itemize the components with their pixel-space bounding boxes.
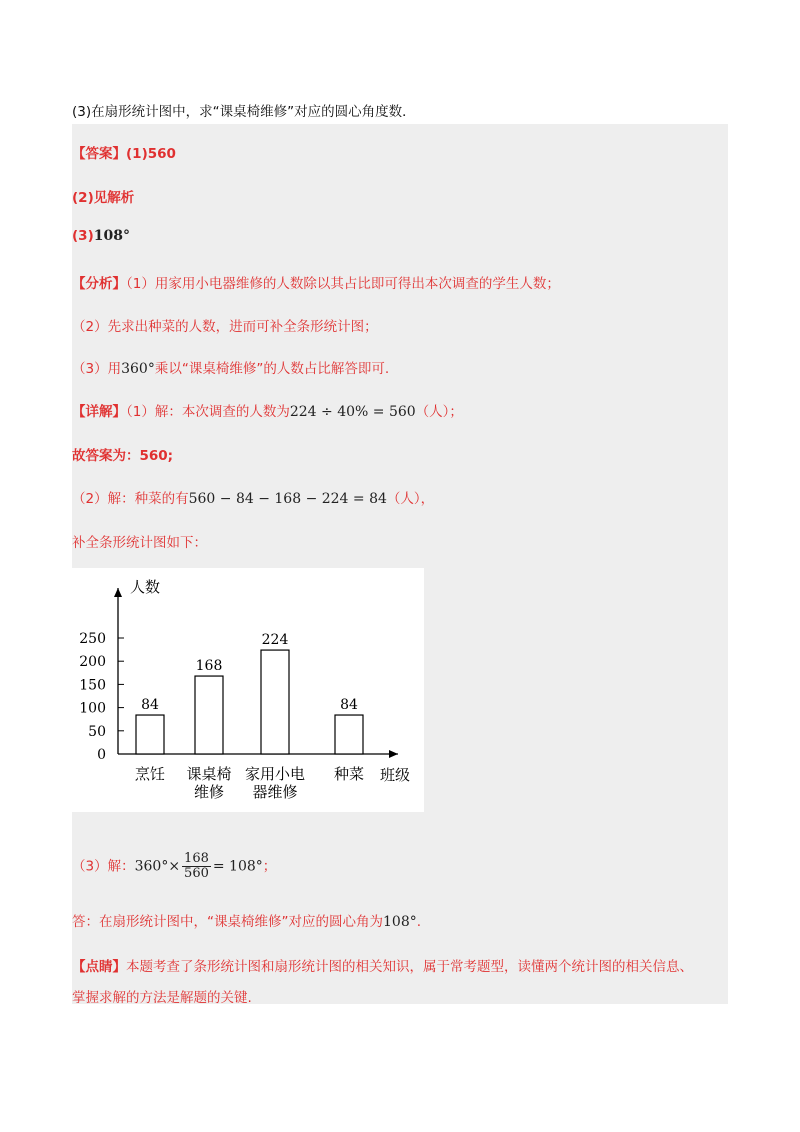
detail-5-math-b: = 108° [212,858,263,875]
detail-3b: （人）， [386,491,435,507]
comment-line-1 [72,955,693,975]
analysis-label: 【分析】 [72,276,126,292]
answer-3-math: 108° [93,228,130,244]
analysis-line-1 [72,272,560,292]
detail-line-3 [72,487,434,507]
answer-1: (1)560 [126,146,176,162]
detail-line-6 [72,910,421,930]
bar-data-label: 168 [195,658,223,675]
detail-line-2: 故答案为：560; [72,448,174,464]
detail-1a: （1）解：本次调查的人数为 [126,404,290,420]
y-tick-label: 250 [79,631,106,647]
detail-line-5 [72,852,276,881]
bar [261,650,289,754]
fraction-denominator: 560 [184,866,209,881]
y-tick-label: 150 [79,677,106,694]
bar [335,715,363,754]
detail-6b: . [416,914,422,930]
bar-data-label: 224 [261,632,289,649]
analysis-line-3 [72,357,389,377]
answer-line-2: (2)见解析 [72,190,135,206]
detail-6a: 答：在扇形统计图中，“课桌椅维修”对应的圆心角为 [72,914,383,930]
fraction [182,852,211,881]
fraction-numerator: 168 [184,851,209,866]
bar [195,676,223,754]
x-tick-label: 种菜 [333,765,365,783]
x-tick-label: 家用小电 [244,765,306,783]
analysis-text-1: （1）用家用小电器维修的人数除以其占比即可得出本次调查的学生人数； [126,276,560,292]
y-axis-label: 人数 [130,578,161,596]
answer-label: 【答案】 [72,146,126,162]
question-text: (3)在扇形统计图中，求“课桌椅维修”对应的圆心角度数． [72,104,416,120]
answer-3-prefix: (3) [72,228,94,244]
x-tick-label: 维修 [193,783,225,801]
y-tick-label: 0 [97,747,106,763]
x-axis-label: 班级 [380,766,411,784]
detail-6-math: 108° [383,914,417,930]
y-tick-label: 50 [88,723,106,740]
analysis-3a: （3）用 [72,361,122,377]
comment-line-2: 掌握求解的方法是解题的关键. [72,990,252,1006]
analysis-3-math: 360° [121,361,155,377]
detail-line-1 [72,400,463,420]
x-tick-label: 烹饪 [134,765,166,783]
detail-1b: （人）； [415,404,463,420]
detail-label: 【详解】 [72,404,126,420]
detail-3a: （2）解：种菜的有 [72,491,189,507]
y-axis-arrow [114,588,122,597]
bar-data-label: 84 [340,697,358,714]
x-tick-label: 课桌椅 [186,765,232,783]
answer-line-1 [72,142,176,162]
y-tick-label: 200 [79,654,106,671]
comment-label: 【点睛】 [72,959,126,975]
detail-5-math-a: 360°× [134,858,181,875]
y-tick-label: 100 [79,700,106,717]
comment-text-1: 本题考查了条形统计图和扇形统计图的相关知识，属于常考题型，读懂两个统计图的相关信息、 [126,959,693,975]
bar-chart-svg [72,568,424,812]
bar [136,715,164,754]
x-axis-arrow [389,750,398,758]
detail-1-math: 224 ÷ 40% = 560 [289,404,416,420]
x-tick-label: 器维修 [252,783,298,801]
detail-5a: （3）解： [72,858,135,875]
answer-line-3 [72,228,130,244]
detail-line-4: 补全条形统计图如下： [72,535,207,551]
bar-data-label: 84 [141,697,159,714]
analysis-3b: 乘以“课桌椅维修”的人数占比解答即可. [154,361,390,377]
bar-chart [72,568,424,812]
detail-5b: ； [262,858,277,875]
analysis-line-2: （2）先求出种菜的人数，进而可补全条形统计图； [72,319,378,335]
detail-3-math: 560 − 84 − 168 − 224 = 84 [188,491,387,507]
